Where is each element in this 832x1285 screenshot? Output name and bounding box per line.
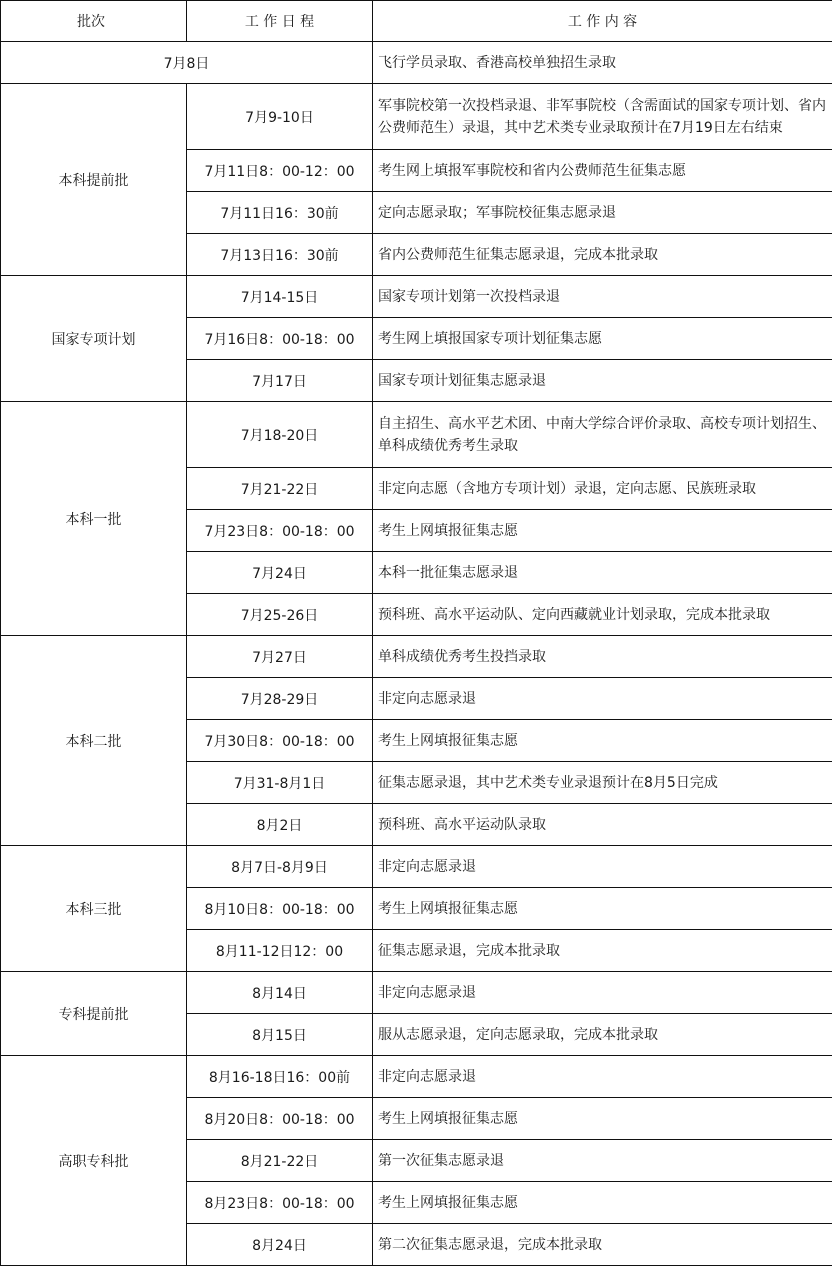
date-cell: 7月11日16：30前 [187, 192, 373, 234]
content-cell: 定向志愿录取；军事院校征集志愿录退 [373, 192, 832, 234]
content-cell: 征集志愿录退，完成本批录取 [373, 930, 832, 972]
table-row [1, 276, 832, 318]
date-cell: 8月23日8：00-18：00 [187, 1182, 373, 1224]
date-cell: 7月30日8：00-18：00 [187, 720, 373, 762]
date-cell: 7月25-26日 [187, 594, 373, 636]
header-schedule: 工 作 日 程 [187, 1, 373, 42]
date-cell: 8月15日 [187, 1014, 373, 1056]
date-cell: 8月24日 [187, 1224, 373, 1266]
date-cell: 7月23日8：00-18：00 [187, 510, 373, 552]
header-row [1, 1, 832, 42]
content-cell: 省内公费师范生征集志愿录退，完成本批录取 [373, 234, 832, 276]
content-cell: 第二次征集志愿录退，完成本批录取 [373, 1224, 832, 1266]
top-row-content: 飞行学员录取、香港高校单独招生录取 [373, 42, 832, 84]
date-cell: 7月13日16：30前 [187, 234, 373, 276]
date-cell: 8月21-22日 [187, 1140, 373, 1182]
content-cell: 考生上网填报征集志愿 [373, 1098, 832, 1140]
top-row-date: 7月8日 [1, 42, 373, 84]
content-cell: 非定向志愿录退 [373, 972, 832, 1014]
date-cell: 8月11-12日12：00 [187, 930, 373, 972]
content-cell: 考生上网填报征集志愿 [373, 888, 832, 930]
content-cell: 考生上网填报征集志愿 [373, 510, 832, 552]
date-cell: 8月20日8：00-18：00 [187, 1098, 373, 1140]
date-cell: 8月10日8：00-18：00 [187, 888, 373, 930]
content-cell: 国家专项计划第一次投档录退 [373, 276, 832, 318]
content-cell: 征集志愿录退，其中艺术类专业录退预计在8月5日完成 [373, 762, 832, 804]
content-cell: 军事院校第一次投档录退、非军事院校（含需面试的国家专项计划、省内公费师范生）录退，其中艺术类专业录取预计在7月19日左右结束 [373, 84, 832, 150]
date-cell: 8月16-18日16：00前 [187, 1056, 373, 1098]
content-cell: 非定向志愿录退 [373, 678, 832, 720]
content-cell: 考生上网填报征集志愿 [373, 720, 832, 762]
content-cell: 预科班、高水平运动队录取 [373, 804, 832, 846]
batch-cell: 国家专项计划 [1, 276, 187, 402]
top-row [1, 42, 832, 84]
table-row [1, 402, 832, 468]
content-cell: 服从志愿录退，定向志愿录取，完成本批录取 [373, 1014, 832, 1056]
date-cell: 8月7日-8月9日 [187, 846, 373, 888]
content-cell: 非定向志愿（含地方专项计划）录退，定向志愿、民族班录取 [373, 468, 832, 510]
batch-cell: 本科二批 [1, 636, 187, 846]
date-cell: 7月31-8月1日 [187, 762, 373, 804]
content-cell: 非定向志愿录退 [373, 1056, 832, 1098]
content-cell: 考生上网填报征集志愿 [373, 1182, 832, 1224]
date-cell: 8月2日 [187, 804, 373, 846]
content-cell: 预科班、高水平运动队、定向西藏就业计划录取，完成本批录取 [373, 594, 832, 636]
batch-cell: 高职专科批 [1, 1056, 187, 1266]
date-cell: 8月14日 [187, 972, 373, 1014]
content-cell: 非定向志愿录退 [373, 846, 832, 888]
date-cell: 7月14-15日 [187, 276, 373, 318]
table-row [1, 972, 832, 1014]
table-row [1, 84, 832, 150]
content-cell: 本科一批征集志愿录退 [373, 552, 832, 594]
date-cell: 7月27日 [187, 636, 373, 678]
table-row [1, 846, 832, 888]
date-cell: 7月11日8：00-12：00 [187, 150, 373, 192]
header-batch: 批次 [1, 1, 187, 42]
table-row [1, 1056, 832, 1098]
batch-cell: 专科提前批 [1, 972, 187, 1056]
table-row [1, 636, 832, 678]
date-cell: 7月16日8：00-18：00 [187, 318, 373, 360]
date-cell: 7月18-20日 [187, 402, 373, 468]
content-cell: 国家专项计划征集志愿录退 [373, 360, 832, 402]
header-content: 工 作 内 容 [373, 1, 832, 42]
batch-cell: 本科三批 [1, 846, 187, 972]
content-cell: 考生网上填报国家专项计划征集志愿 [373, 318, 832, 360]
content-cell: 考生网上填报军事院校和省内公费师范生征集志愿 [373, 150, 832, 192]
content-cell: 第一次征集志愿录退 [373, 1140, 832, 1182]
content-cell: 自主招生、高水平艺术团、中南大学综合评价录取、高校专项计划招生、单科成绩优秀考生录取 [373, 402, 832, 468]
batch-cell: 本科提前批 [1, 84, 187, 276]
content-cell: 单科成绩优秀考生投挡录取 [373, 636, 832, 678]
date-cell: 7月21-22日 [187, 468, 373, 510]
batch-cell: 本科一批 [1, 402, 187, 636]
date-cell: 7月17日 [187, 360, 373, 402]
date-cell: 7月28-29日 [187, 678, 373, 720]
date-cell: 7月24日 [187, 552, 373, 594]
date-cell: 7月9-10日 [187, 84, 373, 150]
